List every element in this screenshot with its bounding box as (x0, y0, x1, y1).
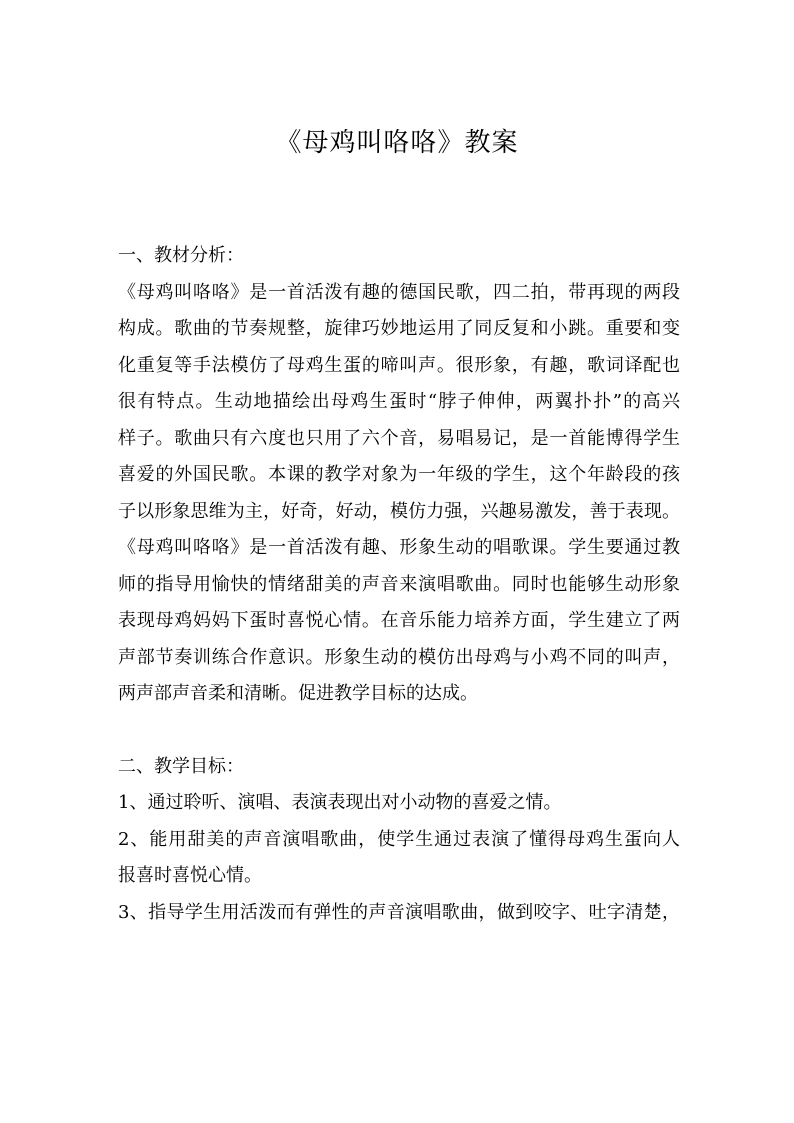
paragraph-line: 表现母鸡妈妈下蛋时喜悦心情。在音乐能力培养方面，学生建立了两 (118, 610, 680, 631)
paragraph-line: 子以形象思维为主，好奇，好动，模仿力强，兴趣易激发，善于表现。 (118, 500, 680, 522)
section-spacer (118, 713, 680, 749)
paragraph-line: 两声部声音柔和清晰。促进教学目标的达成。 (118, 683, 478, 704)
objective-item: 1、通过聆听、演唱、表演表现出对小动物的喜爱之情。 (118, 792, 562, 813)
document-body (118, 238, 680, 931)
objective-item-continuation: 报喜时喜悦心情。 (118, 865, 262, 886)
paragraph-line: 构成。歌曲的节奏规整，旋律巧妙地运用了同反复和小跳。重要和变 (118, 318, 680, 339)
paragraph-line: 很有特点。生动地描绘出母鸡生蛋时“脖子伸伸，两翼扑扑”的高兴 (118, 391, 680, 412)
paragraph-line: 《母鸡叫咯咯》是一首活泼有趣的德国民歌，四二拍，带再现的两段 (118, 281, 680, 303)
objective-item: 3、指导学生用活泼而有弹性的声音演唱歌曲，做到咬字、吐字清楚， (118, 901, 680, 923)
section-body-objectives (118, 785, 680, 931)
paragraph-line: 喜爱的外国民歌。本课的教学对象为一年级的学生，这个年龄段的孩 (118, 464, 680, 485)
paragraph-line: 《母鸡叫咯咯》是一首活泼有趣、形象生动的唱歌课。学生要通过教 (118, 537, 680, 558)
objective-item: 2、能用甜美的声音演唱歌曲，使学生通过表演了懂得母鸡生蛋向人 (118, 828, 680, 850)
paragraph-line: 师的指导用愉快的情绪甜美的声音来演唱歌曲。同时也能够生动形象 (118, 573, 680, 595)
paragraph-line: 声部节奏训练合作意识。形象生动的模仿出母鸡与小鸡不同的叫声， (118, 646, 680, 668)
document-title: 《母鸡叫咯咯》教案 (275, 128, 519, 158)
paragraph-line: 样子。歌曲只有六度也只用了六个音，易唱易记，是一首能博得学生 (118, 427, 680, 449)
section-body-analysis (118, 275, 680, 713)
section-heading-objectives: 二、教学目标： (118, 755, 244, 777)
section-heading-analysis: 一、教材分析： (118, 245, 244, 266)
paragraph-line: 化重复等手法模仿了母鸡生蛋的啼叫声。很形象，有趣，歌词译配也 (118, 354, 680, 376)
